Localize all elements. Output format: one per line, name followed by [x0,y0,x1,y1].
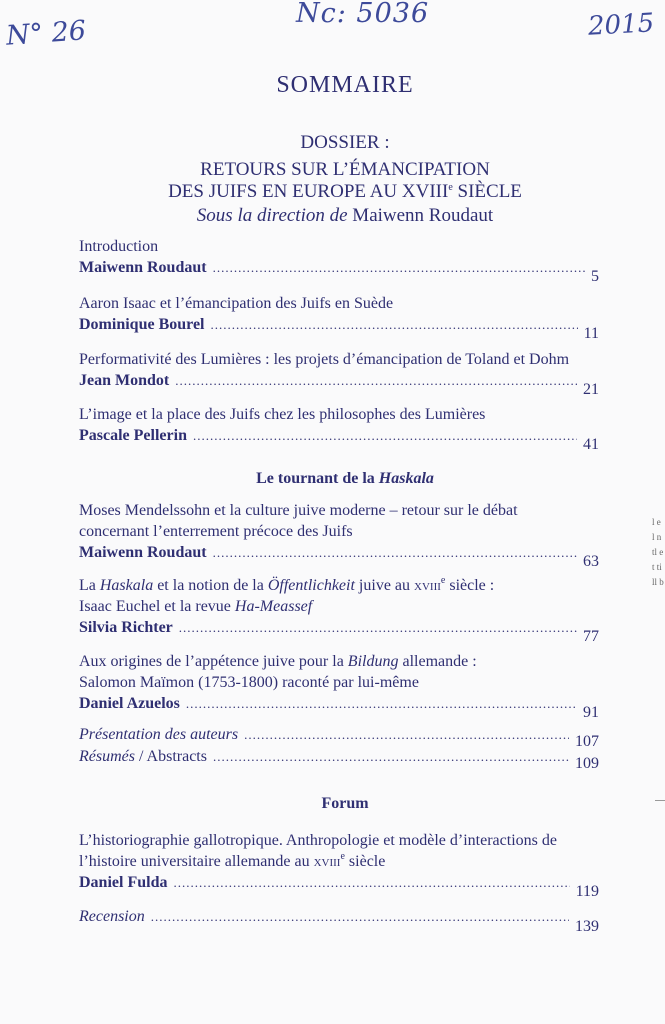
entry-title-line1: Moses Mendelssohn et la culture juive moderne – retour sur le débat [79,502,518,519]
toc-entry-recension [79,906,599,935]
entry-page-number: 139 [575,918,599,935]
dossier-title-line1: RETOURS SUR L’ÉMANCIPATION [200,159,490,180]
entry-page-number: 11 [583,325,599,342]
section-heading-text: Le tournant de la [256,470,379,487]
handwritten-catalog-number: Nc: 5036 [296,0,430,29]
leader-dots [213,542,577,563]
entry-title-line1: L’historiographie gallotropique. Anthropologie et modèle d’interactions de [79,832,557,849]
adjacent-page-edge: l e l n tl e t ti ll b [652,517,664,587]
entry-author: Maiwenn Roudaut [79,259,207,276]
section-heading-italic: Haskala [378,470,434,487]
entry-label: Présentation des auteurs [79,726,239,743]
entry-title-line1: Aux origines de l’appétence juive pour la Bildung allemande : [79,653,477,670]
dossier-title-line2 [0,180,665,204]
entry-author: Daniel Fulda [79,874,168,891]
entry-author: Daniel Azuelos [79,695,180,712]
dossier-direction [0,204,665,228]
toc-entry [79,500,599,570]
entry-title-line2: concernant l’enterrement précoce des Juifs [79,523,353,540]
toc-entry [79,349,599,398]
handwritten-year: 2015 [587,8,655,42]
leader-dots [244,724,569,745]
toc-entry [79,293,599,342]
entry-page-number: 91 [583,704,599,721]
entry-page-number: 119 [575,883,599,900]
entry-label: Recension [79,908,145,925]
entry-title-line2: Isaac Euchel et la revue Ha-Meassef [79,598,313,615]
leader-dots [179,617,577,638]
entry-page-number: 63 [583,553,599,570]
handwritten-issue-number: N° 26 [5,15,88,52]
entry-title-line2: Salomon Maïmon (1753-1800) raconté par lui-même [79,674,419,691]
toc-entry [79,236,599,285]
toc-entry [79,575,599,645]
section-heading-forum: Forum [321,795,369,812]
scan-mark [655,800,665,801]
entry-page-number: 5 [591,268,599,285]
leader-dots [193,425,577,446]
leader-dots [175,370,577,391]
dossier-title-line2-pre: DES JUIFS EN EUROPE AU XVIII [168,181,449,202]
leader-dots [186,693,577,714]
direction-name: Maiwenn Roudaut [347,205,494,226]
dossier-label: DOSSIER : [300,132,390,153]
entry-page-number: 77 [583,628,599,645]
entry-author: Dominique Bourel [79,316,205,333]
leader-dots [213,746,569,767]
entry-title: Introduction [79,238,159,255]
leader-dots [213,257,585,278]
section-heading-haskala [0,470,665,488]
entry-title: Aaron Isaac et l’émancipation des Juifs en Suède [79,295,394,312]
entry-author: Silvia Richter [79,619,173,636]
leader-dots [173,872,569,893]
entry-author: Jean Mondot [79,372,170,389]
toc-entry-presentation [79,724,599,750]
entry-title-line2: l’histoire universitaire allemande au xviii$^e$ siècle [79,851,386,870]
toc-entry [79,404,599,453]
entry-title: L’image et la place des Juifs chez les philosophes des Lumières [79,406,486,423]
entry-page-number: 109 [575,755,599,772]
entry-title: Performativité des Lumières : les projets d’émancipation de Toland et Dohm [79,351,570,368]
century-superscript: e [448,182,453,193]
leader-dots [211,314,578,335]
entry-author: Pascale Pellerin [79,427,187,444]
leader-dots [151,906,569,927]
toc-entry-forum [79,830,599,900]
entry-page-number: 41 [583,436,599,453]
entry-author: Maiwenn Roudaut [79,544,207,561]
toc-entry-resumes [79,746,599,772]
toc-entry [79,651,599,721]
entry-title-line1: La Haskala et la notion de la Öffentlichkeit juive au xviii$^e$ siècle : [79,575,495,594]
entry-page-number: 107 [575,733,599,750]
dossier-title-line2-post: SIÈCLE [452,181,522,202]
entry-label: Résumés / Abstracts [79,748,207,765]
entry-page-number: 21 [583,381,599,398]
direction-label: Sous la direction de [196,205,348,226]
page-title: SOMMAIRE [276,72,414,98]
